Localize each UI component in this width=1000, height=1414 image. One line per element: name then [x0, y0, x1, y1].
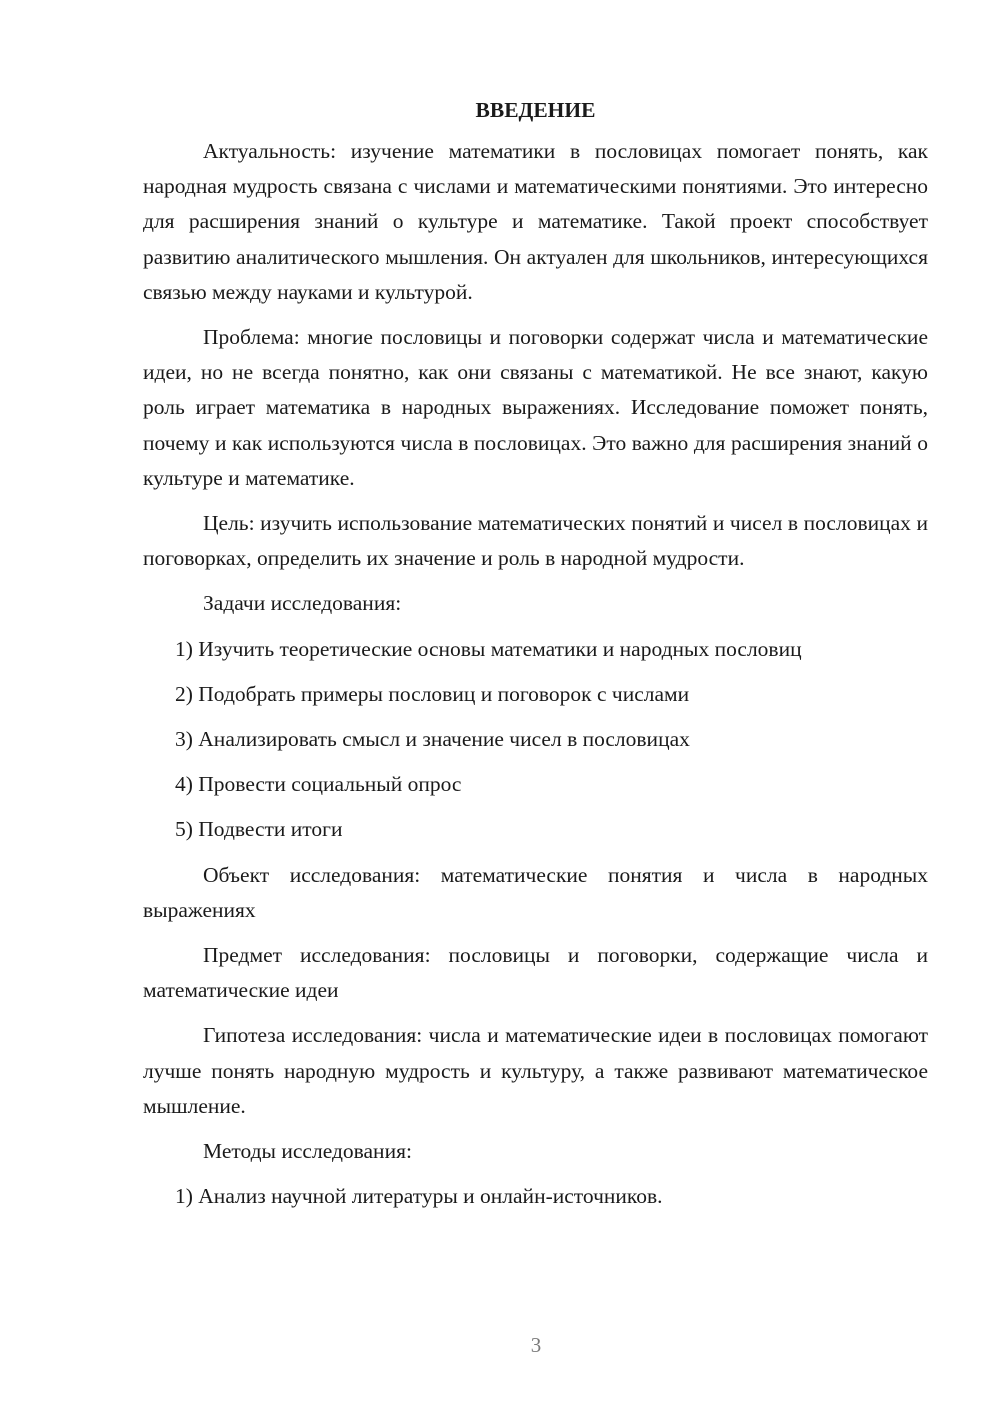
list-item: 3) Анализировать смысл и значение чисел в пословицах: [175, 727, 690, 752]
page-title: ВВЕДЕНИЕ: [475, 98, 596, 122]
object-paragraph: Объект исследования: математические понятия и числа в народных выражениях: [143, 862, 928, 922]
problem-paragraph: Проблема: многие пословицы и поговорки содержат числа и математические идеи, но не всегда понятно, как они связаны с математикой. Не все знают, какую роль играет математика в народных выражениях. Исследование поможет понять, почему и как используются числа в пословицах. Это важно для расширения знаний о культуре и математике.: [143, 325, 928, 490]
goal-paragraph: Цель: изучить использование математических понятий и чисел в пословицах и поговорках, определить их значение и роль в народной мудрости.: [143, 511, 928, 571]
relevance-paragraph: Актуальность: изучение математики в пословицах помогает понять, как народная мудрость связана с числами и математическими понятиями. Это интересно для расширения знаний о культуре и математике. Такой проект способствует развитию аналитического мышления. Он актуален для школьников, интересующихся связью между науками и культурой.: [143, 139, 928, 304]
document-page: [143, 96, 928, 1224]
list-item: 2) Подобрать примеры пословиц и поговорок с числами: [175, 681, 690, 706]
methods-list: [143, 1179, 928, 1214]
list-item: 4) Провести социальный опрос: [175, 772, 462, 797]
tasks-list: [143, 632, 928, 848]
subject-paragraph: Предмет исследования: пословицы и поговорки, содержащие числа и математические идеи: [143, 943, 928, 1003]
hypothesis-paragraph: Гипотеза исследования: числа и математические идеи в пословицах помогают лучше понять народную мудрость и культуру, а также развивают математическое мышление.: [143, 1023, 928, 1118]
tasks-heading: Задачи исследования:: [203, 591, 402, 616]
list-item: 1) Изучить теоретические основы математики и народных пословиц: [175, 636, 802, 661]
list-item: 1) Анализ научной литературы и онлайн-источников.: [175, 1184, 663, 1209]
list-item: 5) Подвести итоги: [175, 817, 343, 842]
methods-heading: Методы исследования:: [203, 1139, 412, 1164]
page-number: 3: [530, 1333, 542, 1357]
